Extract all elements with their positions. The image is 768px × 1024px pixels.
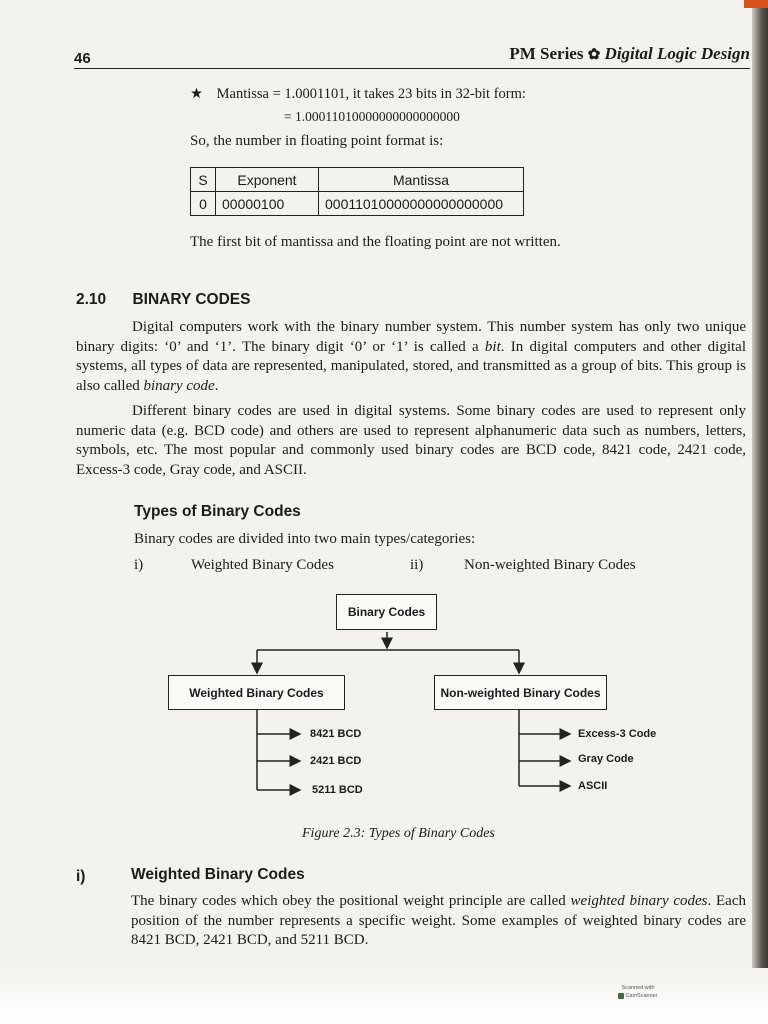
scanner-watermark	[618, 984, 658, 1000]
diagram-left-label: Weighted Binary Codes	[189, 685, 324, 700]
section-paragraph-1	[76, 318, 746, 396]
table-header-row	[191, 168, 524, 192]
emphasis-bit: bit	[484, 338, 501, 355]
page-number: 46	[74, 50, 91, 67]
figure-caption: Figure 2.3: Types of Binary Codes	[302, 826, 495, 841]
section-paragraph-2: Different binary codes are used in digital systems. Some binary codes are used to represent only numeric data (e.g. BCD code) and others are used to represent alphanumeric data such as numbers, letters, symbols, etc. The most popular and commonly used binary codes are BCD code, 8421 code, 2421 code, Excess-3 code, Gray code, and ASCII.	[76, 403, 746, 478]
types-heading: Types of Binary Codes	[134, 503, 301, 520]
watermark-line-1: Scanned with	[621, 985, 655, 991]
floating-point-table	[190, 167, 524, 216]
book-title: Digital Logic Design	[604, 44, 750, 63]
series-flower-icon: ✿	[587, 47, 601, 63]
mantissa-line-1: Mantissa = 1.0001101, it takes 23 bits in 32-bit form:	[216, 86, 526, 102]
diagram-leaf-2421: 2421 BCD	[310, 755, 362, 767]
section-title: BINARY CODES	[132, 291, 251, 308]
paragraph-text: The binary codes which obey the positional weight principle are called	[131, 893, 571, 909]
list-item: Weighted Binary Codes	[191, 557, 334, 573]
table-header-cell: Mantissa	[319, 168, 524, 192]
section-heading	[76, 291, 250, 309]
paragraph-text: . In digital computers and other digital systems, all types of data are represented, manipulated, stored, and transmitted as a group of bits. This group is also called	[76, 338, 746, 394]
watermark-line-2: CamScanner	[618, 992, 658, 1000]
diagram-left-box	[168, 675, 345, 710]
section-number: 2.10	[76, 291, 107, 308]
subsection-number: i)	[76, 868, 86, 885]
list-number: ii)	[410, 557, 424, 573]
star-bullet-icon: ★	[190, 86, 203, 102]
diagram-leaf-5211: 5211 BCD	[312, 784, 363, 796]
camscanner-logo-icon	[618, 993, 624, 999]
diagram-leaf-8421: 8421 BCD	[310, 728, 362, 740]
paragraph-text: Digital computers work with the binary number system. This number system has only two unique binary digits: ‘0’ and ‘1’. The binary digit ‘0’ or ‘1’ is called a	[76, 319, 746, 355]
paragraph-text: . Each position of the number represents a specific weight. Some examples of weighted binary codes are 8421 BCD, 2421 BCD, and 5211 BCD.	[131, 893, 746, 948]
diagram-leaf-excess3: Excess-3 Code	[578, 728, 657, 740]
page-edge-corner	[744, 0, 768, 8]
subsection-heading: Weighted Binary Codes	[131, 866, 305, 883]
list-number: i)	[134, 557, 144, 573]
paragraph-text: .	[214, 377, 219, 394]
table-cell: 00011010000000000000000	[319, 192, 524, 216]
diagram-root-label: Binary Codes	[347, 605, 426, 619]
mantissa-line-3: So, the number in floating point format is:	[190, 133, 444, 149]
table-header-cell: Exponent	[216, 168, 319, 192]
running-header	[74, 44, 750, 69]
types-intro: Binary codes are divided into two main types/categories:	[134, 531, 476, 547]
subsection-paragraph	[131, 892, 746, 951]
diagram-leaf-gray: Gray Code	[578, 753, 634, 765]
page-edge-shadow	[752, 0, 768, 1024]
diagram-right-label: Non-weighted Binary Codes	[440, 685, 601, 700]
table-cell: 00000100	[216, 192, 319, 216]
series-label	[509, 44, 750, 64]
mantissa-note	[190, 86, 526, 103]
table-cell: 0	[191, 192, 216, 216]
diagram-root-box	[336, 594, 437, 630]
emphasis-weighted-binary-codes: weighted binary codes	[570, 893, 708, 909]
table-note: The first bit of mantissa and the floating point are not written.	[190, 234, 561, 250]
table-header-cell: S	[191, 168, 216, 192]
diagram-right-box	[434, 675, 607, 710]
series-name: PM Series	[509, 44, 584, 63]
diagram-leaf-ascii: ASCII	[578, 780, 608, 792]
list-item: Non-weighted Binary Codes	[464, 557, 636, 573]
table-row	[191, 192, 524, 216]
emphasis-binary-code: binary code	[143, 377, 215, 394]
mantissa-line-2: = 1.00011010000000000000000	[284, 109, 460, 124]
